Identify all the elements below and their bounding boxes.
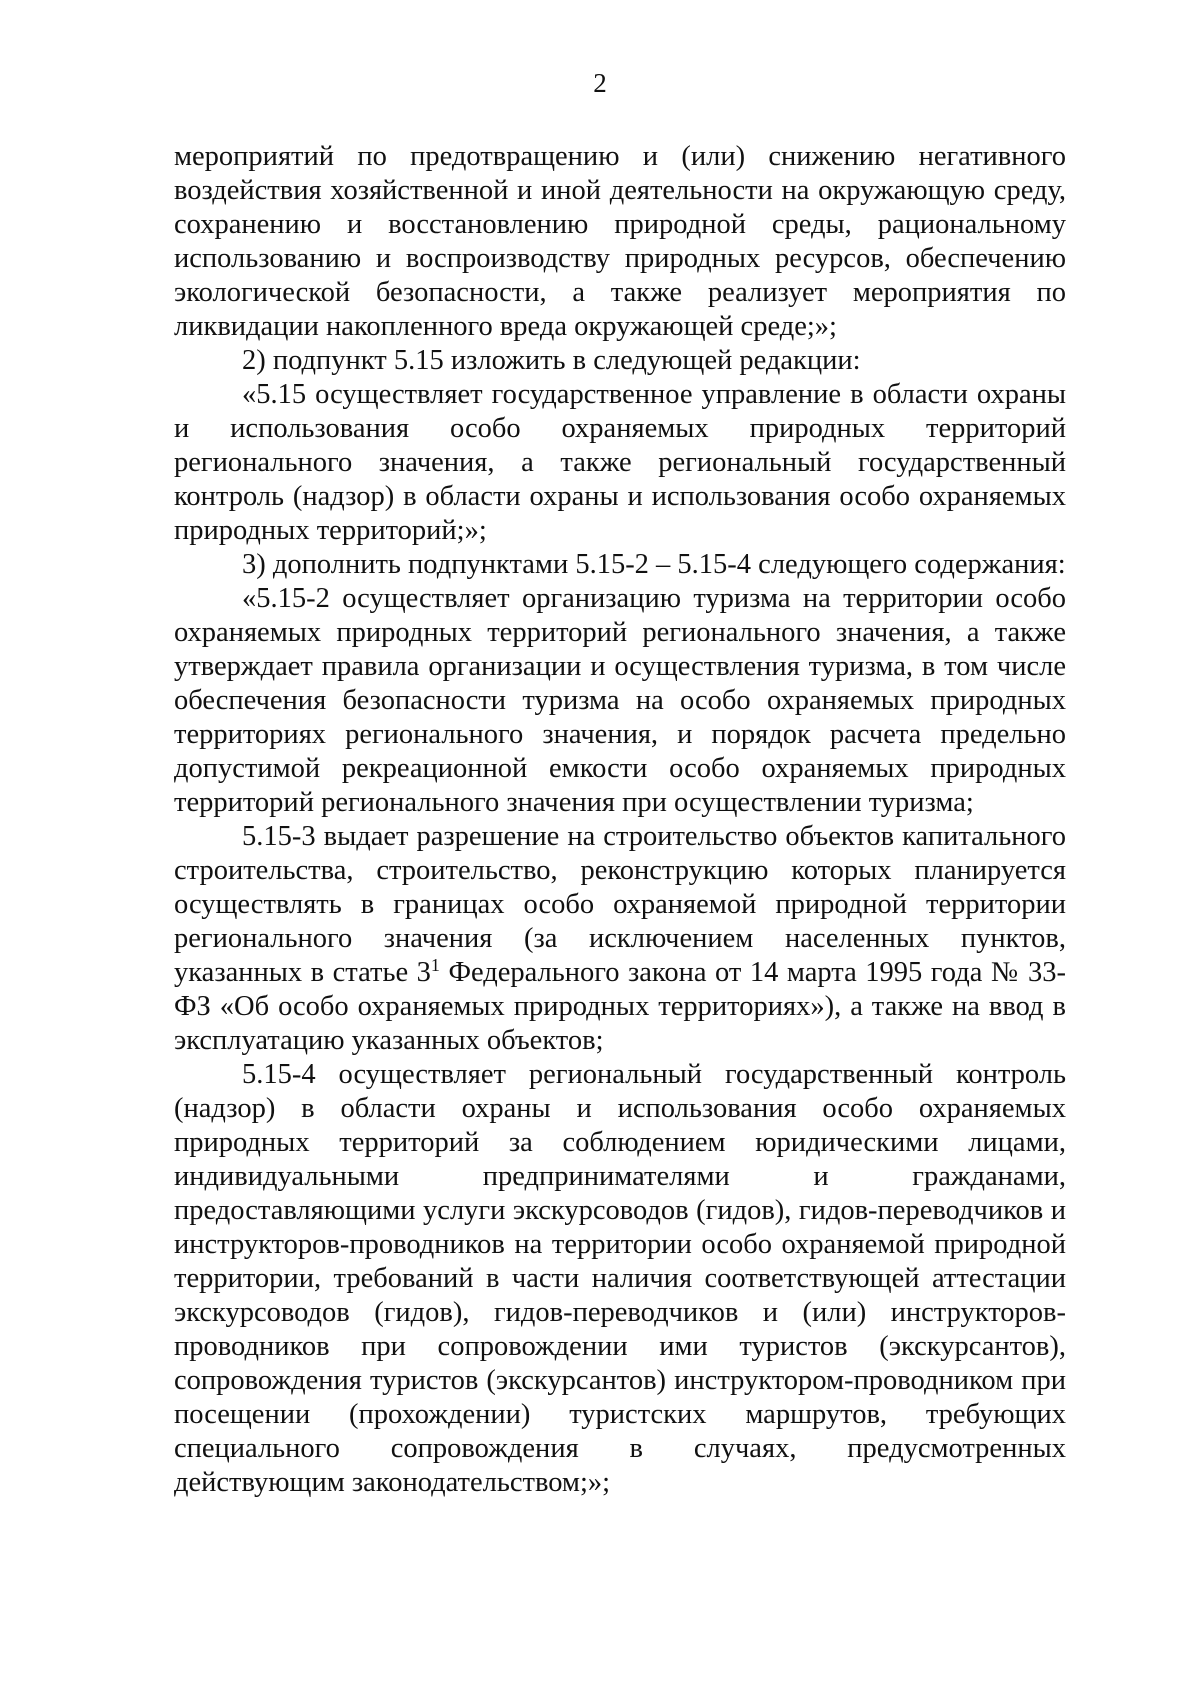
paragraph-text-part: Федерального закона от 14 марта 1995 года № 33-ФЗ «Об особо охраняемых природных территориях»), а также на ввод в эксплуатацию указанных объектов; xyxy=(174,957,1066,1056)
page-number: 2 xyxy=(593,68,607,98)
paragraph-subclause-5-15: «5.15 осуществляет государственное управление в области охраны и использования особо охраняемых природных территорий регионального значения, а также региональный государственный контроль (надзор) в области охраны и использования особо охраняемых природных территорий;»; xyxy=(174,379,1066,546)
superscript-mark: 1 xyxy=(430,955,440,975)
paragraph-item-2: 2) подпункт 5.15 изложить в следующей редакции: xyxy=(242,345,861,376)
paragraph-item-3: 3) дополнить подпунктами 5.15-2 – 5.15-4 следующего содержания: xyxy=(242,549,1066,580)
paragraph-text-part: 5.15-3 выдает разрешение на строительство объектов капитального строительства, строительство, реконструкцию которых планируется осуществлять в границах особо охраняемой природной территории регионального значения (за исключением населенных пунктов, указанных в статье 3 xyxy=(174,821,1066,988)
paragraph-subclause-5-15-3 xyxy=(174,820,1066,1058)
document-body xyxy=(174,140,1066,1500)
paragraph-subclause-5-15-2: «5.15-2 осуществляет организацию туризма на территории особо охраняемых природных территорий регионального значения, а также утверждает правила организации и осуществления туризма, в том числе обеспечения безопасности туризма на особо охраняемых природных территориях регионального значения, и порядок расчета предельно допустимой рекреационной емкости особо охраняемых природных территорий регионального значения при осуществлении туризма; xyxy=(174,583,1066,818)
paragraph-subclause-5-15-4: 5.15-4 осуществляет региональный государственный контроль (надзор) в области охраны и использования особо охраняемых природных территорий за соблюдением юридическими лицами, индивидуальными предпринимателями и гражданами, предоставляющими услуги экскурсоводов (гидов), гидов-переводчиков и инструкторов-проводников на территории особо охраняемой природной территории, требований в части наличия соответствующей аттестации экскурсоводов (гидов), гидов-переводчиков и (или) инструкторов-проводников при сопровождении ими туристов (экскурсантов), сопровождения туристов (экскурсантов) инструктором-проводником при посещении (прохождении) туристских маршрутов, требующих специального сопровождения в случаях, предусмотренных действующим законодательством;»; xyxy=(174,1059,1066,1498)
paragraph-continuation: мероприятий по предотвращению и (или) снижению негативного воздействия хозяйственной и иной деятельности на окружающую среду, сохранению и восстановлению природной среды, рациональному использованию и воспроизводству природных ресурсов, обеспечению экологической безопасности, а также реализует мероприятия по ликвидации накопленного вреда окружающей среде;»; xyxy=(174,141,1066,342)
